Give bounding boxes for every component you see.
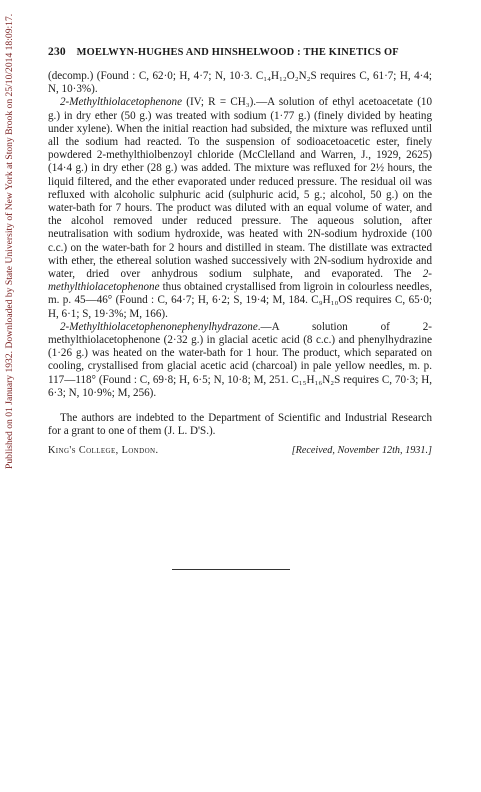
paragraph-found-values: (decomp.) (Found : C, 62·0; H, 4·7; N, 10·3. C₁₄H₁₂O₂N₂S requires C, 61·7; H, 4·4; N, 10·3%). [48,70,432,96]
affiliation: King's College, London. [48,445,159,457]
paragraph-phenylhydrazone [48,321,432,400]
paragraph-text-end: thus obtained crystallised from ligroin in colourless needles, m. p. 45—46° (Found : C, 64·7; H, 6·2; S, 19·4; M, 184. C₉H₁₀OS requires C, 65·0; H, 6·1; S, 19·3%; M, 166). [48,281,432,320]
compound-name: 2-methylthiolacetophenone [48,268,432,294]
download-notice: Published on 01 January 1932. Downloaded by State University of New York at Stony Brook on 25/10/2014 18:09:17. [4,14,15,470]
acknowledgement: The authors are indebted to the Department of Scientific and Industrial Research for a grant to one of them (J. L. D'S.). [48,412,432,438]
article-body [48,70,432,458]
running-title: MOELWYN-HUGHES AND HINSHELWOOD : THE KINETICS OF [76,47,399,58]
page-number: 230 [48,46,66,58]
download-notice-sidebar [0,0,22,792]
paragraph-methylthiolacetophenone [48,96,432,320]
paragraph-text: (IV; R = CH₃).—A solution of ethyl acetoacetate (10 g.) in dry ether (50 g.) was treated with sodium (1·77 g.) (finely divided by heating under xylene). When the initial reaction had subsided, the mixture was refluxed until all the sodium had reacted. To the suspension of sodioacetoacetic ester, finely powdered 2-methylthiolbenzoyl chloride (McClelland and Warren, J., 1929, 2625) (14·4 g.) in dry ether (28 g.) was added. The mixture was refluxed for 2½ hours, the liquid filtered, and the ether evaporated under reduced pressure. The residual oil was refluxed with alcoholic sulphuric acid (sulphuric acid, 5 g.; alcohol, 50 g.) on the water-bath for 7 hours. The product was diluted with an equal volume of water, and the alcohol removed under reduced pressure. The aqueous solution, after neutralisation with sodium hydroxide, was heated with 2N-sodium hydroxide (100 c.c.) on the water-bath for 2 hours and distilled in steam. The distillate was extracted with ether, the ethereal solution washed successively with 2N-sodium hydroxide and water, dried over anhydrous sodium sulphate, and evaporated. The [48,96,432,281]
paragraph-text: .—A solution of 2-methylthiolacetophenone (2·32 g.) in glacial acetic acid (8 c.c.) and phenylhydrazine (1·26 g.) was heated on the water-bath for 1 hour. The product, which separated on cooling, crystallised from glacial acetic acid (charcoal) in pale yellow needles, m. p. 117—118° (Found : C, 69·8; H, 6·5; N, 10·8; M, 251. C₁₅H₁₆N₂S requires C, 70·3; H, 6·3; N, 10·9%; M, 256). [48,320,432,399]
compound-heading: 2-Methylthiolacetophenonephenylhydrazone [60,320,258,333]
compound-heading: 2-Methylthiolacetophenone [60,96,182,109]
running-header [48,46,448,58]
signature-line [48,444,432,457]
received-date: [Received, November 12th, 1931.] [291,445,432,457]
end-rule [172,569,290,570]
